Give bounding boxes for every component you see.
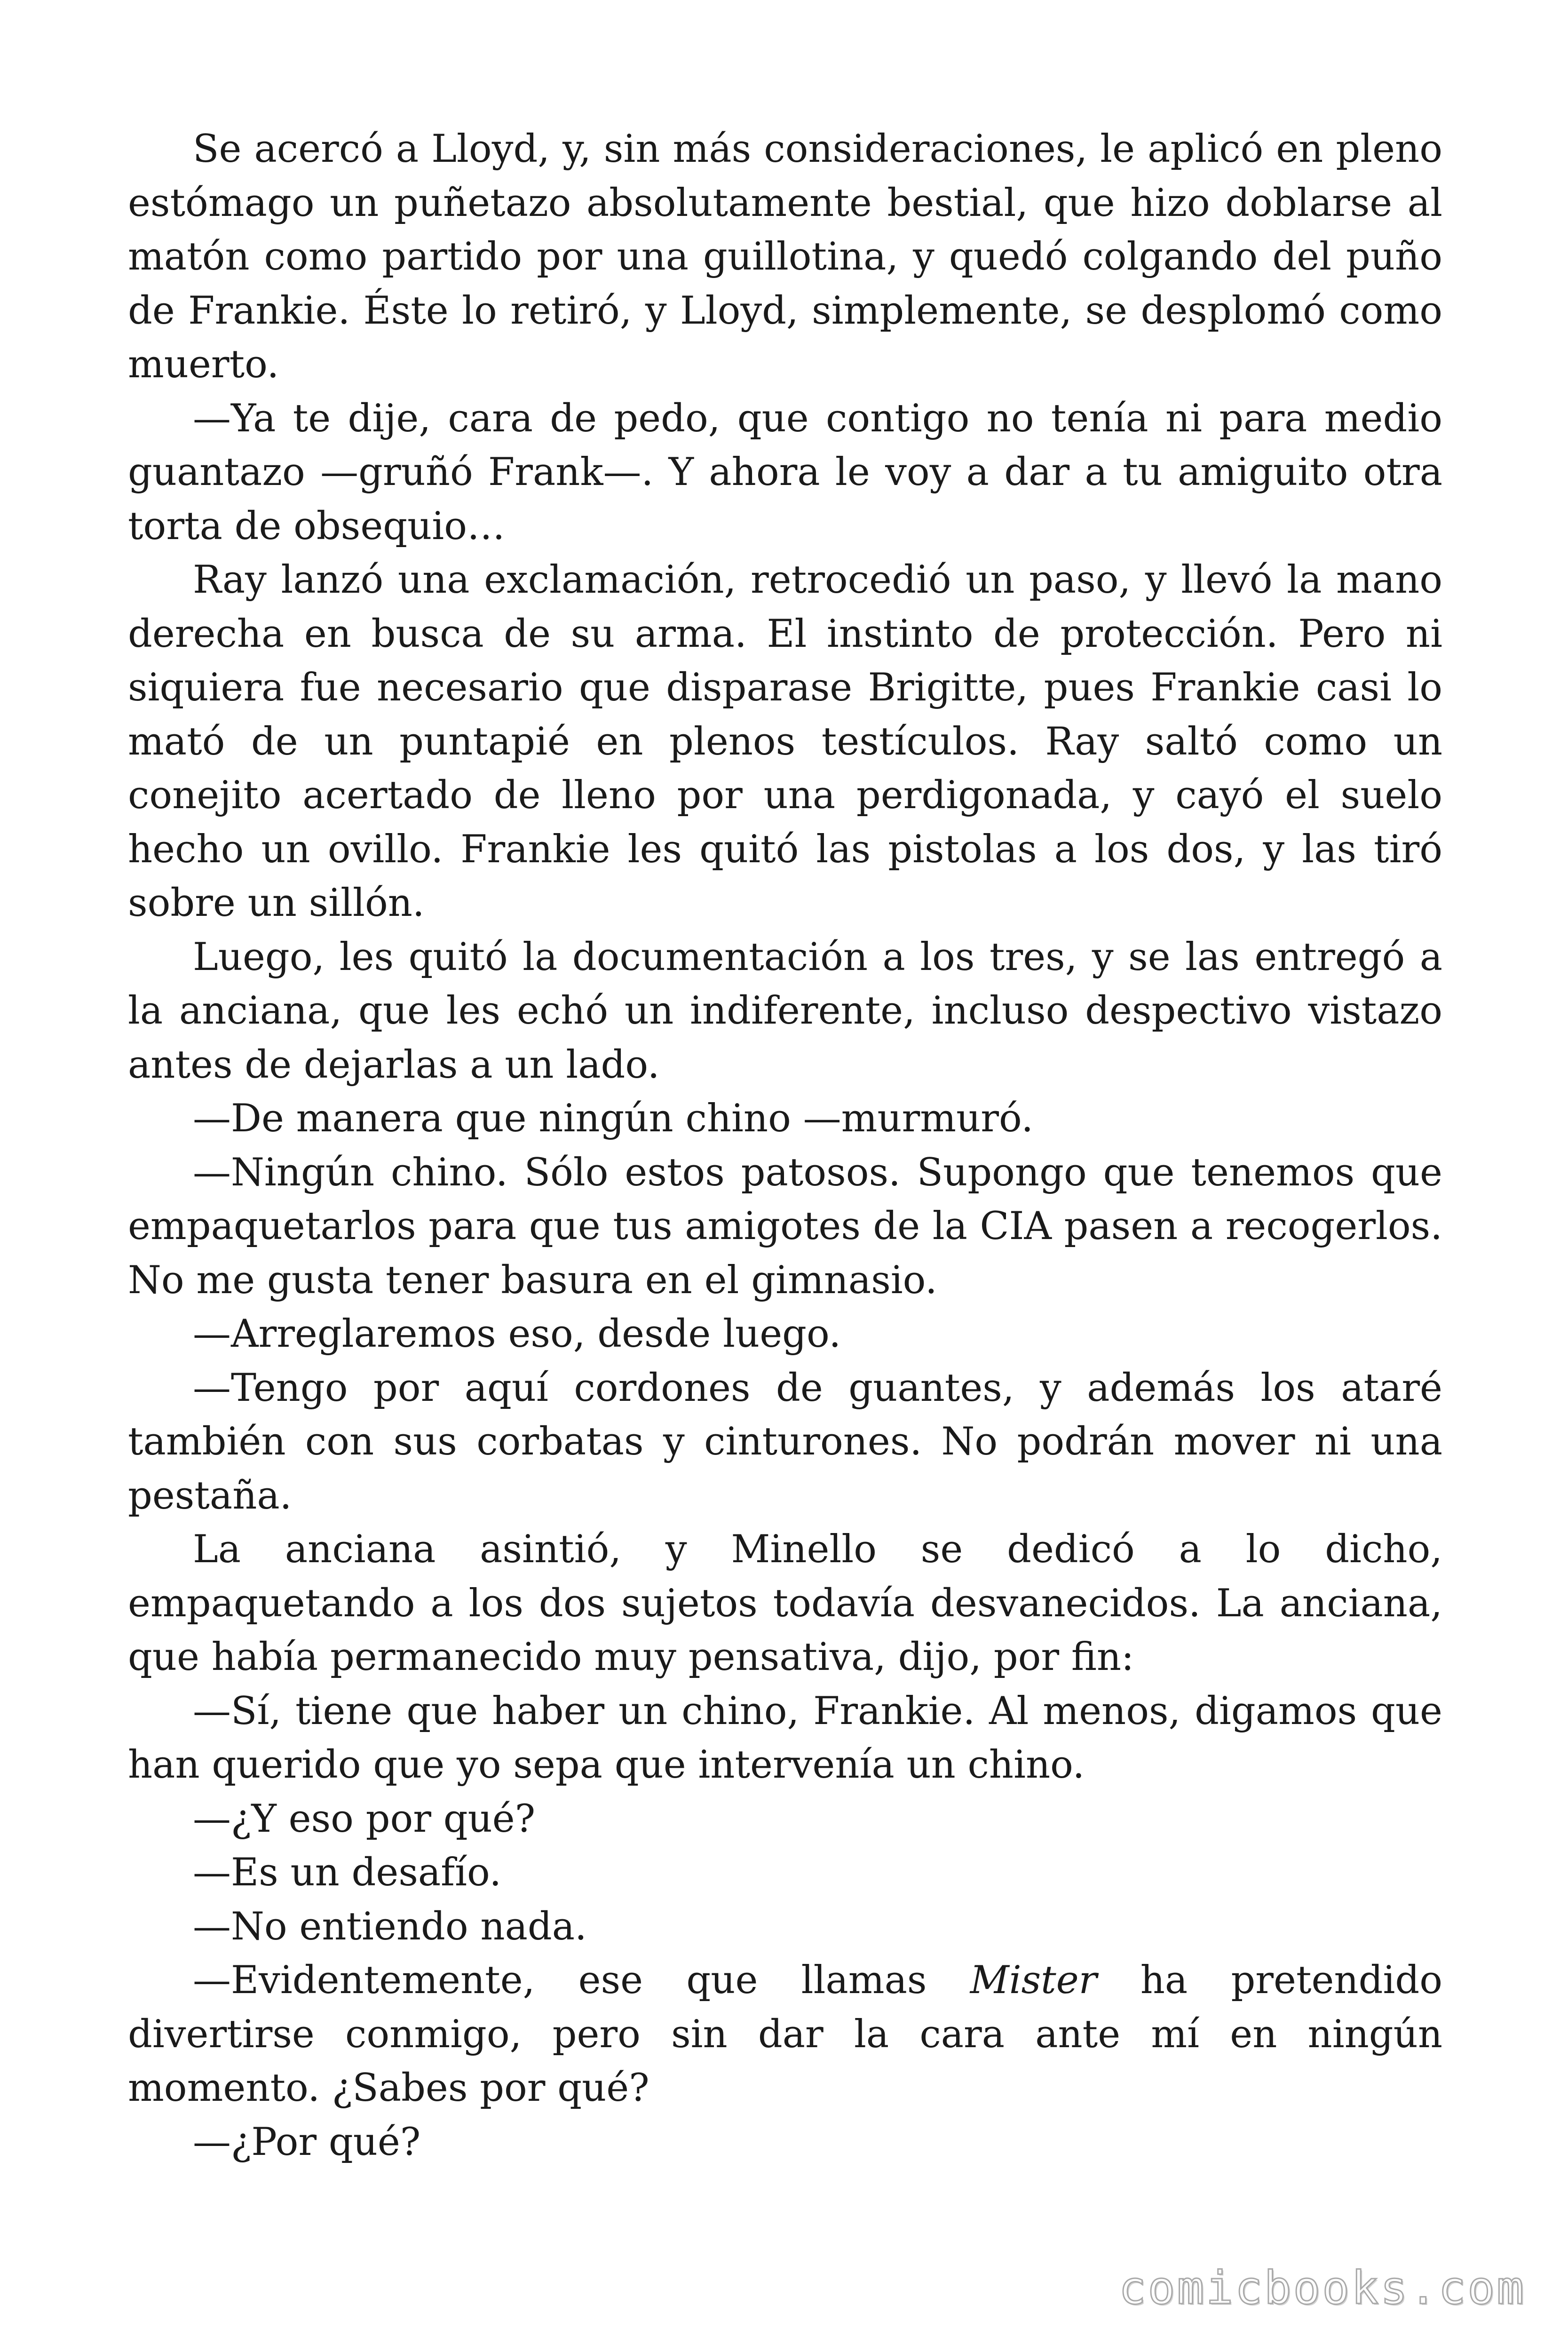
paragraph-7: —Arreglaremos eso, desde luego. bbox=[193, 1312, 841, 1356]
page-body bbox=[128, 122, 1442, 2169]
paragraph-5: —De manera que ningún chino —murmuró. bbox=[193, 1097, 1034, 1141]
paragraph-9: La anciana asintió, y Minello se dedicó a lo dicho, empaquetando a los dos sujetos todavía desvanecidos. La anciana, que había permanecido muy pensativa, dijo, por fin: bbox=[128, 1527, 1442, 1679]
paragraph-3: Ray lanzó una exclamación, retrocedió un paso, y llevó la mano derecha en busca de su arma. El instinto de protección. Pero ni siquiera fue necesario que disparase Brigitte, pues Frankie casi lo mató de un puntapié en plenos testículos. Ray saltó como un conejito acertado de lleno por una perdigonada, y cayó el suelo hecho un ovillo. Frankie les quitó las pistolas a los dos, y las tiró sobre un sillón. bbox=[128, 558, 1442, 925]
paragraph-14-end: ha pretendido divertirse conmigo, pero sin dar la cara ante mí en ningún momento. ¿Sabes por qué? bbox=[128, 1958, 1442, 2110]
paragraph-2: —Ya te dije, cara de pedo, que contigo no tenía ni para medio guantazo —gruñó Frank—. Y ahora le voy a dar a tu amiguito otra torta de obsequio… bbox=[128, 396, 1442, 548]
paragraph-14 bbox=[128, 1954, 1442, 2115]
paragraph-10: —Sí, tiene que haber un chino, Frankie. Al menos, digamos que han querido que yo sepa que intervenía un chino. bbox=[128, 1689, 1442, 1787]
paragraph-14-start: —Evidentemente, ese que llamas bbox=[193, 1958, 970, 2002]
paragraph-15: —¿Por qué? bbox=[193, 2120, 421, 2164]
paragraph-1: Se acercó a Lloyd, y, sin más consideraciones, le aplicó en pleno estómago un puñetazo absolutamente bestial, que hizo doblarse al matón como partido por una guillotina, y quedó colgando del puño de Frankie. Éste lo retiró, y Lloyd, simplemente, se desplomó como muerto. bbox=[128, 127, 1442, 387]
paragraph-11: —¿Y eso por qué? bbox=[193, 1796, 536, 1841]
paragraph-4: Luego, les quitó la documentación a los tres, y se las entregó a la anciana, que les echó un indiferente, incluso despectivo vistazo antes de dejarlas a un lado. bbox=[128, 935, 1442, 1087]
paragraph-6: —Ningún chino. Sólo estos patosos. Supongo que tenemos que empaquetarlos para que tus amigotes de la CIA pasen a recogerlos. No me gusta tener basura en el gimnasio. bbox=[128, 1150, 1442, 1303]
paragraph-14-italic: Mister bbox=[970, 1958, 1097, 2002]
paragraph-12: —Es un desafío. bbox=[193, 1851, 502, 1895]
paragraph-8: —Tengo por aquí cordones de guantes, y además los ataré también con sus corbatas y cinturones. No podrán mover ni una pestaña. bbox=[128, 1366, 1442, 1518]
watermark: comicbooks.com bbox=[1118, 2262, 1526, 2314]
paragraph-13: —No entiendo nada. bbox=[193, 1904, 587, 1949]
